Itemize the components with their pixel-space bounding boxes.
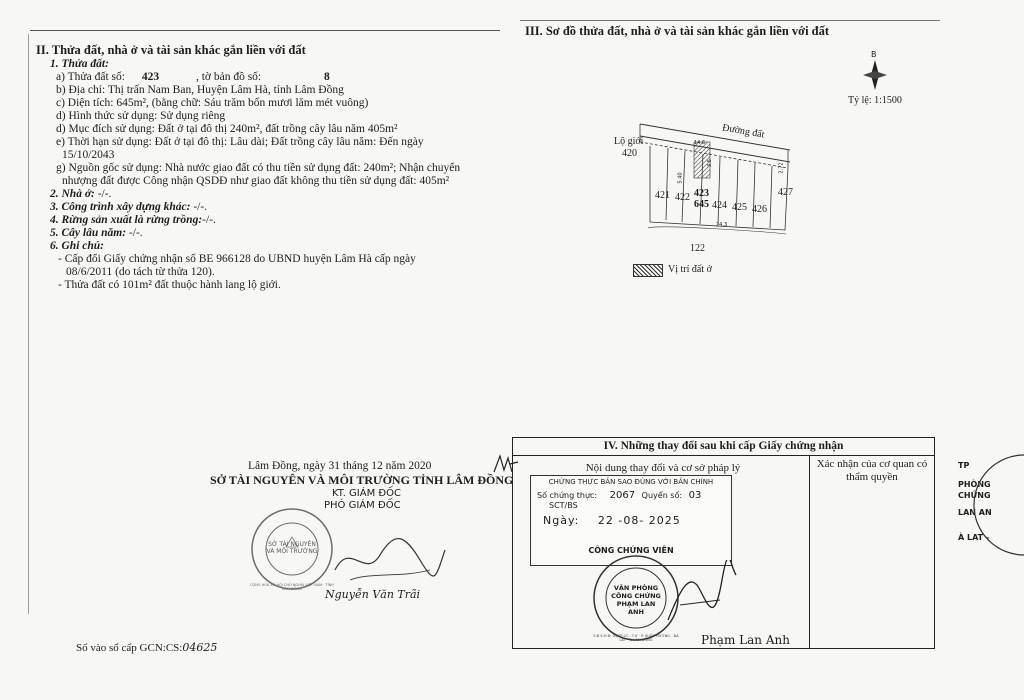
- area-line: c) Diện tích: 645m², (bằng chữ: Sáu trăm bốn mươi lăm mét vuông): [56, 97, 369, 109]
- parcel-423: 423: [694, 188, 709, 199]
- note-1: - Cấp đổi Giấy chứng nhận số BE 966128 do UBND huyện Lâm Hà cấp ngày: [58, 253, 416, 265]
- page-border: [28, 34, 29, 614]
- signer-capacity: KT. GIÁM ĐỐC: [332, 488, 402, 499]
- map-sheet-label: , tờ bản đồ số:: [195, 71, 262, 83]
- section-4-title: IV. Những thay đổi sau khi cấp Giấy chứng nhận: [513, 438, 934, 456]
- register-label: Số vào sổ cấp GCN:CS: [76, 642, 180, 654]
- item-4-label: 4. Rừng sản xuất là rừng trồng:: [50, 214, 203, 226]
- cert-date-value: 22 -08- 2025: [597, 514, 681, 527]
- parcel-number-label: a) Thửa đất số:: [56, 71, 125, 83]
- origin-line: g) Nguồn gốc sử dụng: Nhà nước giao đất có thu tiền sử dụng đất: 240m²; Nhận chuyển: [56, 162, 461, 174]
- item-3-label: 3. Công trình xây dựng khác:: [50, 201, 191, 213]
- confirmation-column-header: Xác nhận của cơ quan có thẩm quyền: [816, 458, 928, 483]
- origin-line-2: nhượng đất được Công nhận QSDĐ như giao đất không thu tiền sử dụng đất: 405m²: [62, 175, 450, 187]
- top-rule-right: [520, 20, 940, 21]
- edge-text-2: PHÒNG: [958, 480, 991, 489]
- item-5-value: -/-.: [128, 227, 143, 239]
- usage-form-line: d) Hình thức sử dụng: Sử dụng riêng: [56, 110, 226, 122]
- official-seal: [250, 507, 334, 591]
- parcel-map: [610, 112, 800, 242]
- address-line: b) Địa chỉ: Thị trấn Nam Ban, Huyện Lâm Hà, tỉnh Lâm Đồng: [56, 84, 344, 96]
- seal-ring-text: CỘNG HÒA XÃ HỘI CHỦ NGHĨA VIỆT NAM · TỈNH LÂM ĐỒNG: [250, 583, 334, 591]
- parcel-426: 426: [752, 204, 767, 215]
- north-label: B: [871, 50, 877, 59]
- item-1-label: 1. Thửa đất:: [50, 58, 109, 70]
- issuing-agency: SỞ TÀI NGUYÊN VÀ MÔI TRƯỜNG TỈNH LÂM ĐỒNG: [210, 473, 514, 487]
- cert-number-label: Số chứng thực:: [537, 491, 598, 500]
- dim-2: 14.6: [694, 140, 706, 146]
- item-2: [50, 188, 111, 200]
- notary-seal-center: VĂN PHÒNG CÔNG CHỨNG PHẠM LAN ANH: [611, 584, 661, 616]
- edge-seal-arc: [940, 445, 1024, 565]
- item-3: [50, 201, 207, 213]
- item-3-value: -/-.: [193, 201, 208, 213]
- cert-number-row: [537, 490, 731, 510]
- parcel-422: 422: [675, 192, 690, 203]
- item-2-label: 2. Nhà ở:: [50, 188, 95, 200]
- parcel-420: 420: [622, 148, 637, 159]
- notary-signature: [660, 560, 740, 630]
- register-line: Số vào sổ cấp GCN:CS:04625: [76, 641, 218, 654]
- edge-text-5: À LAT -: [958, 533, 990, 542]
- parcel-number-row: [56, 71, 330, 83]
- lo-gioi-label: Lộ giới: [614, 136, 644, 147]
- signer-name: Nguyễn Văn Trãi: [325, 588, 421, 601]
- usage-term-date: 15/10/2043: [62, 149, 115, 161]
- edge-text-3: CHỨNG: [958, 491, 991, 500]
- cert-book-label: Quyển số:: [641, 491, 683, 500]
- notary-seal-ring: S.Đ.K.H.Đ: 04/TP-CC · T.Ư · P. XUÂN HƯƠNG - ĐÀ LẠT · T. LÂM ĐỒNG: [593, 634, 679, 642]
- note-1b: 08/6/2011 (do tách từ thửa 120).: [66, 266, 215, 278]
- usage-purpose-line: d) Mục đích sử dụng: Đất ở tại đô thị 240m², đất trồng cây lâu năm 405m²: [56, 123, 398, 135]
- item-4: [50, 214, 216, 226]
- notary-title: CÔNG CHỨNG VIÊN: [588, 546, 674, 555]
- signer-title: PHÓ GIÁM ĐỐC: [324, 500, 401, 511]
- parcel-number-value: 423: [141, 71, 160, 83]
- cert-date-label: Ngày:: [543, 514, 580, 527]
- parcel-424: 424: [712, 200, 727, 211]
- cert-book-suffix: SCT/BS: [549, 501, 578, 510]
- notary-name: Phạm Lan Anh: [701, 633, 790, 647]
- item-5: [50, 227, 143, 239]
- item-6-label: 6. Ghi chú:: [50, 240, 104, 252]
- parcel-area-645: 645: [694, 199, 709, 210]
- section-2-title: II. Thửa đất, nhà ở và tài sản khác gắn liền với đất: [36, 43, 306, 57]
- dim-4: 24.3: [716, 222, 728, 228]
- note-2: - Thửa đất có 101m² đất thuộc hành lang lộ giới.: [58, 279, 281, 291]
- parcel-425: 425: [732, 202, 747, 213]
- legend-swatch: [633, 264, 663, 277]
- dim-3: 3.5: [706, 159, 713, 167]
- map-sheet-value: 8: [324, 71, 330, 83]
- road-label: Đường đất: [721, 122, 766, 141]
- map-scale: Tỷ lệ: 1:1500: [848, 95, 902, 106]
- dim-5: 2.72: [778, 162, 785, 174]
- edge-text-1: TP: [958, 461, 970, 470]
- legend-label: Vị trí đất ở: [668, 264, 712, 275]
- item-5-label: 5. Cây lâu năm:: [50, 227, 127, 239]
- dim-1: 5.40: [677, 172, 684, 184]
- top-rule-left: [30, 30, 500, 31]
- north-arrow: [858, 52, 892, 98]
- cert-book-value: 03: [688, 490, 702, 501]
- certification-stamp: [530, 475, 732, 566]
- column-divider: [809, 455, 810, 648]
- cert-date-row: [543, 514, 681, 527]
- register-value: 04625: [182, 641, 218, 654]
- parcel-427: 427: [778, 187, 793, 198]
- item-2-value: -/-.: [97, 188, 112, 200]
- signature-scribble: [330, 530, 450, 590]
- usage-term-line: e) Thời hạn sử dụng: Đất ở tại đô thị: Lâu dài; Đất trồng cây lâu năm: Đến ngày: [56, 136, 424, 148]
- cert-header: CHỨNG THỰC BẢN SAO ĐÚNG VỚI BẢN CHÍNH: [548, 478, 714, 486]
- edge-text-4: LAN AN: [958, 508, 992, 517]
- changes-column-header: Nội dung thay đổi và cơ sở pháp lý: [585, 462, 741, 474]
- parcel-421: 421: [655, 190, 670, 201]
- cert-number-value: 2067: [609, 490, 636, 501]
- seal-center-text: SỞ TÀI NGUYÊN VÀ MÔI TRƯỜNG: [266, 541, 318, 555]
- issue-date: Lâm Đồng, ngày 31 tháng 12 năm 2020: [248, 460, 432, 472]
- parcel-122: 122: [690, 243, 705, 254]
- item-4-value: -/-.: [202, 214, 216, 226]
- section-3-title: III. Sơ đồ thửa đất, nhà ở và tài sản khác gắn liền với đất: [525, 24, 830, 38]
